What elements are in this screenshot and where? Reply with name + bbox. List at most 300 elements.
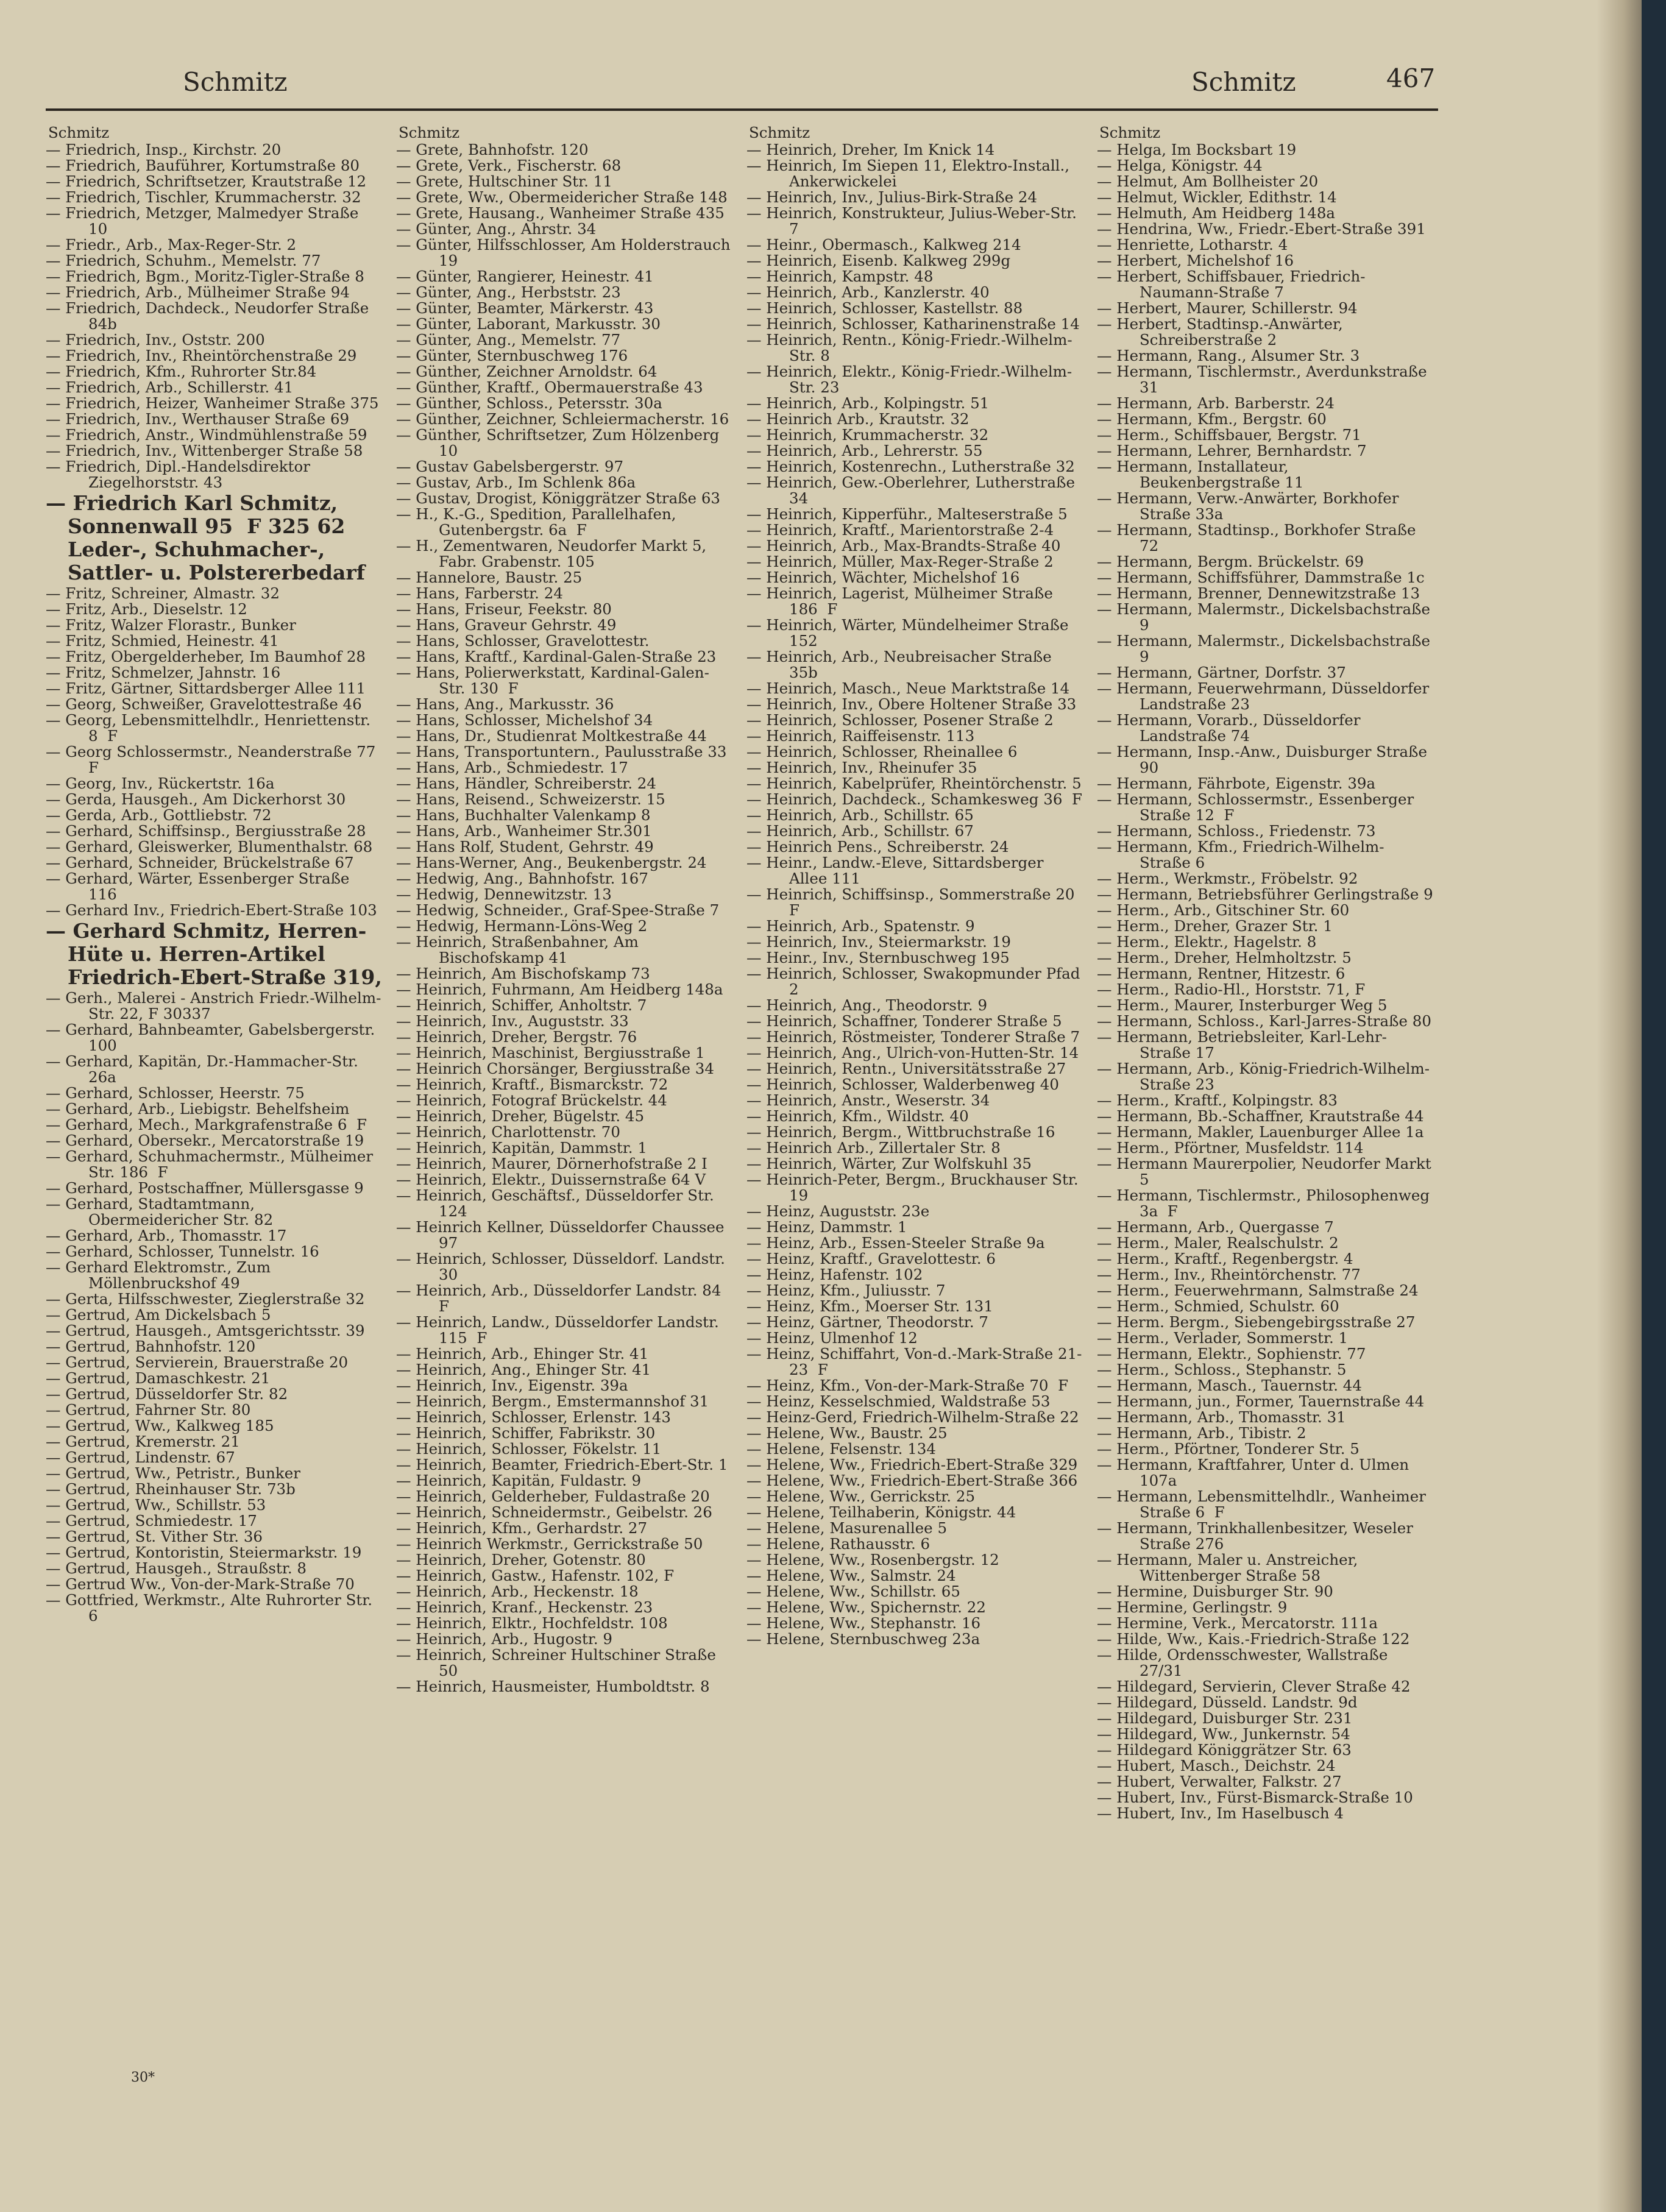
directory-entry: — Fritz, Gärtner, Sittardsberger Allee 111 (46, 679, 366, 697)
directory-entry: — Heinrich, Arb., Heckenstr. 18 (396, 1583, 639, 1600)
directory-entry: — Hans, Arb., Wanheimer Str.301 (396, 822, 652, 840)
directory-entry: — Hubert, Inv., Fürst-Bismarck-Straße 10 (1097, 1788, 1413, 1806)
directory-entry: — Gustav, Arb., Im Schlenk 86a (396, 473, 636, 491)
directory-entry: — Heinz, Schiffahrt, Von-d.-Mark-Straße 21-23 F (746, 1345, 1082, 1378)
directory-entry: — Hermann, Bergm. Brückelstr. 69 (1097, 553, 1364, 570)
directory-entry: — Heinrich, Schlosser, Erlenstr. 143 (396, 1408, 671, 1426)
directory-entry: — Heinrich, Ang., Theodorstr. 9 (746, 996, 988, 1014)
directory-entry: — Gerhard, Wärter, Essenberger Straße 116 (46, 870, 355, 903)
directory-entry: — Heinz, Ulmenhof 12 (746, 1329, 918, 1347)
directory-entry: — Hermann, Stadtinsp., Borkhofer Straße 72 (1097, 521, 1421, 555)
directory-entry: — Heinrich, Am Bischofskamp 73 (396, 965, 650, 982)
directory-entry: — Gerta, Hilfsschwester, Zieglerstraße 32 (46, 1290, 365, 1308)
running-head-right: Schmitz (1191, 67, 1296, 97)
directory-entry: — Gertrud, Düsseldorfer Str. 82 (46, 1385, 288, 1403)
directory-entry: — Hermann, Schiffsführer, Dammstraße 1c (1097, 569, 1425, 586)
directory-entry: — Gertrud, Fahrner Str. 80 (46, 1401, 251, 1419)
directory-entry: — Hermann, Schloss., Karl-Jarres-Straße 80 (1097, 1012, 1431, 1030)
directory-entry: — Hermann, Lebensmittelhdlr., Wanheimer Straße 6 F (1097, 1487, 1431, 1521)
directory-entry: — Heinrich, Straßenbahner, Am Bischofskamp 41 (396, 933, 643, 966)
directory-entry: — Hans, Dr., Studienrat Moltkestraße 44 (396, 727, 707, 745)
directory-entry: — Heinrich, Rentn., Universitätsstraße 27 (746, 1060, 1066, 1077)
directory-entry: — Hermann, Makler, Lauenburger Allee 1a (1097, 1123, 1424, 1141)
directory-entry: — Hermann, Rang., Alsumer Str. 3 (1097, 347, 1360, 364)
directory-entry: — Gertrud, Bahnhofstr. 120 (46, 1338, 256, 1355)
directory-entry: — Gertrud Ww., Von-der-Mark-Straße 70 (46, 1575, 355, 1593)
directory-entry: — Gertrud, Am Dickelsbach 5 (46, 1306, 271, 1324)
directory-entry: — Helga, Im Bocksbart 19 (1097, 141, 1297, 158)
directory-entry: — Hans, Schlosser, Gravelottestr. (396, 632, 650, 650)
directory-entry: — Herbert, Michelshof 16 (1097, 252, 1294, 269)
directory-entry: — Gerhard, Schiffsinsp., Bergiusstraße 28 (46, 822, 366, 840)
directory-entry: — Gustav, Drogist, Königgrätzer Straße 63 (396, 489, 721, 507)
directory-entry: — Grete, Hultschiner Str. 11 (396, 172, 612, 190)
directory-entry: — Herm., Kraftf., Kolpingstr. 83 (1097, 1091, 1338, 1109)
directory-entry: — Heinrich, Kfm., Wildstr. 40 (746, 1107, 969, 1125)
directory-entry: — Herm., Pförtner, Tonderer Str. 5 (1097, 1440, 1359, 1458)
directory-entry: — Hermann, Gärtner, Dorfstr. 37 (1097, 664, 1346, 681)
directory-entry: — Gertrud, Servierein, Brauerstraße 20 (46, 1353, 349, 1371)
directory-entry: — Gertrud, Lindenstr. 67 (46, 1448, 235, 1466)
directory-entry: — Hermann, Verw.-Anwärter, Borkhofer Straße 33a (1097, 489, 1404, 523)
directory-entry: — Gerda, Hausgeh., Am Dickerhorst 30 (46, 790, 346, 808)
signature-mark: 30* (131, 2070, 155, 2085)
directory-entry: — Heinrich, Dreher, Bügelstr. 45 (396, 1107, 645, 1125)
directory-entry: — Georg Schlossermstr., Neanderstraße 77 F (46, 743, 385, 776)
directory-entry: — Heinrich, Wärter, Mündelheimer Straße 152 (746, 616, 1074, 650)
directory-entry: — Gertrud, Hausgeh., Amtsgerichtsstr. 39 (46, 1322, 365, 1339)
directory-entry: — Herm., Dreher, Helmholtzstr. 5 (1097, 949, 1352, 966)
directory-entry: — Heinrich, Inv., Obere Holtener Straße 33 (746, 695, 1077, 713)
directory-entry: — Heinrich, Inv., Steiermarkstr. 19 (746, 933, 1011, 951)
directory-entry: — Gertrud, Kontoristin, Steiermarkstr. 19 (46, 1544, 362, 1561)
directory-entry: — Hermann, Kfm., Friedrich-Wilhelm-Straße 6 (1097, 838, 1384, 871)
directory-entry: — Hans, Schlosser, Michelshof 34 (396, 711, 653, 729)
directory-entry: — Gertrud, Damaschkestr. 21 (46, 1369, 271, 1387)
directory-entry: — Fritz, Arb., Dieselstr. 12 (46, 600, 247, 618)
directory-entry: — Hans, Farberstr. 24 (396, 584, 563, 602)
column-head: Schmitz (48, 124, 110, 141)
directory-entry: — Günther, Kraftf., Obermauerstraße 43 (396, 378, 703, 396)
directory-entry: — Friedrich, Inv., Wittenberger Straße 58 (46, 442, 363, 459)
directory-entry: — Heinrich, Fuhrmann, Am Heidberg 148a (396, 980, 723, 998)
directory-column-4 (1097, 124, 1436, 2087)
directory-entry: — Günther, Schloss., Petersstr. 30a (396, 394, 662, 412)
directory-entry: — Friedrich, Insp., Kirchstr. 20 (46, 141, 282, 158)
directory-entry: — Herm., Radio-Hl., Horststr. 71, F (1097, 980, 1366, 998)
directory-entry: — Hermann, Brenner, Dennewitzstraße 13 (1097, 584, 1420, 602)
directory-entry: — Heinrich, Arb., Kanzlerstr. 40 (746, 283, 990, 301)
directory-entry: — Grete, Ww., Obermeidericher Straße 148 (396, 188, 728, 206)
directory-entry: — Heinrich, Lagerist, Mülheimer Straße 186 F (746, 584, 1058, 618)
directory-entry: — Heinrich, Schiffsinsp., Sommerstraße 20 F (746, 885, 1085, 919)
directory-entry: — Hermine, Duisburger Str. 90 (1097, 1583, 1333, 1600)
directory-entry: — Günter, Ang., Ahrstr. 34 (396, 220, 597, 238)
directory-entry: — Heinrich, Kapitän, Fuldastr. 9 (396, 1472, 642, 1489)
directory-entry: — Heinrich, Arb., Neubreisacher Straße 35b (746, 648, 1057, 681)
directory-entry: — Heinrich-Peter, Bergm., Bruckhauser Str. 19 (746, 1171, 1083, 1204)
directory-entry: — Hedwig, Hermann-Löns-Weg 2 (396, 917, 648, 935)
directory-entry: — Heinrich, Schiffer, Anholtstr. 7 (396, 996, 647, 1014)
directory-entry: — Georg, Schweißer, Gravelottestraße 46 (46, 695, 362, 713)
directory-entry: — Hans Rolf, Student, Gehrstr. 49 (396, 838, 654, 856)
directory-entry: — Heinrich, Arb., Ehinger Str. 41 (396, 1345, 649, 1363)
directory-entry: — Heinrich, Gelderheber, Fuldastraße 20 (396, 1487, 710, 1505)
directory-entry: — Heinrich, Gastw., Hafenstr. 102, F (396, 1567, 675, 1584)
directory-entry: — Günter, Laborant, Markusstr. 30 (396, 315, 661, 333)
directory-entry: — Hannelore, Baustr. 25 (396, 569, 583, 586)
directory-entry: — Herm. Bergm., Siebengebirgsstraße 27 (1097, 1313, 1416, 1331)
directory-entry: — Gerhard, Schlosser, Tunnelstr. 16 (46, 1242, 319, 1260)
directory-entry: — Hermann, Insp.-Anw., Duisburger Straße 90 (1097, 743, 1432, 776)
directory-entry: — Heinrich, Dreher, Gotenstr. 80 (396, 1551, 646, 1569)
directory-entry: — Heinrich Arb., Zillertaler Str. 8 (746, 1139, 1001, 1157)
column-head: Schmitz (1099, 124, 1161, 141)
directory-entry: — Heinrich, Kipperführ., Malteserstraße 5 (746, 505, 1068, 523)
directory-entry: — Günter, Ang., Herbststr. 23 (396, 283, 621, 301)
directory-column-3 (746, 125, 1083, 2087)
directory-entry: — Friedrich, Schriftsetzer, Krautstraße 12 (46, 172, 367, 190)
directory-entry: — Hermann, Arb. Barberstr. 24 (1097, 394, 1335, 412)
directory-entry: — Heinr., Inv., Sternbuschweg 195 (746, 949, 1010, 966)
directory-entry: — Heinrich, Schaffner, Tonderer Straße 5 (746, 1012, 1062, 1030)
directory-entry: — Hermann, Malermstr., Dickelsbachstraße 9 (1097, 632, 1435, 665)
directory-entry: — Herm., Verlader, Sommerstr. 1 (1097, 1329, 1349, 1347)
directory-entry: — Heinrich, Inv., Auguststr. 33 (396, 1012, 629, 1030)
page-number: 467 (1386, 63, 1436, 93)
directory-entry: — Hermann Maurerpolier, Neudorfer Markt 5 (1097, 1155, 1436, 1188)
directory-entry: — Heinrich, Kampstr. 48 (746, 268, 934, 285)
header-rule (46, 108, 1438, 111)
directory-entry: — Friedrich, Inv., Werthauser Straße 69 (46, 410, 350, 428)
directory-entry: — Hermann, Rentner, Hitzestr. 6 (1097, 965, 1345, 982)
directory-entry: — Hermann, Lehrer, Bernhardstr. 7 (1097, 442, 1367, 459)
directory-entry: — Heinrich, Wächter, Michelshof 16 (746, 569, 1020, 586)
directory-entry: — Heinz, Arb., Essen-Steeler Straße 9a (746, 1234, 1045, 1252)
directory-entry: — Hermann, Trinkhallenbesitzer, Weseler Straße 276 (1097, 1519, 1418, 1553)
directory-entry: — Gertrud, St. Vither Str. 36 (46, 1528, 263, 1545)
directory-entry: — Heinrich, Wärter, Zur Wolfskuhl 35 (746, 1155, 1032, 1172)
directory-entry: — Heinz, Kraftf., Gravelottestr. 6 (746, 1250, 996, 1267)
directory-entry: — Günter, Ang., Memelstr. 77 (396, 331, 621, 349)
directory-entry: — Hubert, Masch., Deichstr. 24 (1097, 1757, 1336, 1774)
directory-entry: — Helene, Masurenallee 5 (746, 1519, 948, 1537)
directory-entry: — Gerhard, Arb., Thomasstr. 17 (46, 1227, 287, 1244)
directory-entry: — Heinrich, Schlosser, Kastellstr. 88 (746, 299, 1023, 317)
directory-entry: — Hans, Polierwerkstatt, Kardinal-Galen-Str. 130 F (396, 664, 709, 697)
directory-entry: — Friedrich, Arb., Schillerstr. 41 (46, 378, 294, 396)
directory-entry: — Heinrich, Anstr., Weserstr. 34 (746, 1091, 990, 1109)
directory-entry: — Herbert, Schiffsbauer, Friedrich-Naumann-Straße 7 (1097, 268, 1366, 301)
directory-entry: — Heinrich, Kraftf., Bismarckstr. 72 (396, 1076, 668, 1093)
directory-entry: — Heinz, Hafenstr. 102 (746, 1266, 923, 1283)
directory-entry: — Hans, Ang., Markusstr. 36 (396, 695, 614, 713)
directory-entry: — Hermann, Bb.-Schaffner, Krautstraße 44 (1097, 1107, 1424, 1125)
directory-entry: — Heinrich, Inv., Julius-Birk-Straße 24 (746, 188, 1038, 206)
directory-entry: — Hendrina, Ww., Friedr.-Ebert-Straße 391 (1097, 220, 1426, 238)
directory-entry: — Hermann, Masch., Tauernstr. 44 (1097, 1377, 1362, 1394)
directory-entry: — Hermann, jun., Former, Tauernstraße 44 (1097, 1392, 1425, 1410)
directory-entry: — Herm., Maurer, Insterburger Weg 5 (1097, 996, 1388, 1014)
directory-entry: — Heinrich, Charlottenstr. 70 (396, 1123, 620, 1141)
directory-entry: — H., K.-G., Spedition, Parallelhafen, Gutenbergstr. 6a F (396, 505, 681, 539)
directory-entry: — Heinrich, Arb., Schillstr. 65 (746, 806, 974, 824)
directory-entry: — Heinrich, Arb., Max-Brandts-Straße 40 (746, 537, 1061, 555)
directory-entry: — Günther, Schriftsetzer, Zum Hölzenberg 10 (396, 426, 725, 459)
directory-entry: — Helene, Ww., Spichernstr. 22 (746, 1598, 986, 1616)
directory-entry: — Heinrich, Im Siepen 11, Elektro-Install., Ankerwickelei (746, 157, 1074, 190)
directory-column-1 (46, 124, 385, 2087)
directory-entry: — Heinr., Landw.-Eleve, Sittardsberger Allee 111 (746, 854, 1049, 887)
directory-entry: — Hedwig, Ang., Bahnhofstr. 167 (396, 870, 648, 887)
directory-entry: — Herm., Maler, Realschulstr. 2 (1097, 1234, 1339, 1252)
directory-entry: — Friedrich, Schuhm., Memelstr. 77 (46, 252, 321, 269)
directory-entry: — Hedwig, Schneider., Graf-Spee-Straße 7 (396, 901, 720, 919)
directory-entry: — Hermine, Verk., Mercatorstr. 111a (1097, 1614, 1378, 1632)
directory-entry: — Heinrich, Arb., Schillstr. 67 (746, 822, 974, 840)
directory-entry: — Fritz, Walzer Florastr., Bunker (46, 616, 296, 634)
directory-entry: — Grete, Bahnhofstr. 120 (396, 141, 589, 158)
directory-column-2 (396, 124, 736, 2087)
directory-entry: — Gerhard Inv., Friedrich-Ebert-Straße 103 (46, 901, 377, 919)
directory-entry: — Hans, Händler, Schreiberstr. 24 (396, 775, 656, 792)
directory-entry: — Gustav Gabelsbergerstr. 97 (396, 458, 624, 475)
directory-entry: — Heinz, Kesselschmied, Waldstraße 53 (746, 1392, 1051, 1410)
directory-entry: — Hermann, Arb., Thomasstr. 31 (1097, 1408, 1346, 1426)
directory-entry: — Helene, Ww., Baustr. 25 (746, 1424, 948, 1442)
directory-entry: — Herm., Elektr., Hagelstr. 8 (1097, 933, 1317, 951)
directory-entry: — Hermann, Elektr., Sophienstr. 77 (1097, 1345, 1366, 1363)
directory-entry: — Heinrich, Elektr., Duissernstraße 64 V (396, 1171, 706, 1188)
directory-entry: — Herm., Inv., Rheintörchenstr. 77 (1097, 1266, 1361, 1283)
directory-entry: — Hubert, Verwalter, Falkstr. 27 (1097, 1773, 1342, 1790)
page-edge-shadow (1597, 0, 1642, 2212)
directory-entry: — Hermann, Installateur, Beukenbergstraße 11 (1097, 458, 1304, 491)
directory-entry: — Günther, Zeichner Arnoldstr. 64 (396, 363, 658, 380)
directory-entry: — Heinrich, Dreher, Bergstr. 76 (396, 1028, 637, 1046)
directory-entry: — Heinrich, Landw., Düsseldorfer Landstr. 115 F (396, 1313, 724, 1347)
directory-entry: — Heinrich, Schlosser, Walderbenweg 40 (746, 1076, 1059, 1093)
directory-entry: — Heinrich Kellner, Düsseldorfer Chaussee 97 (396, 1218, 729, 1252)
directory-entry: — Heinrich, Hausmeister, Humboldtstr. 8 (396, 1678, 710, 1695)
directory-entry: — Herm., Arb., Gitschiner Str. 60 (1097, 901, 1350, 919)
directory-entry: — Heinrich, Kapitän, Dammstr. 1 (396, 1139, 647, 1157)
directory-entry: — Hans, Friseur, Feekstr. 80 (396, 600, 612, 618)
directory-entry: — Hermann, Kfm., Bergstr. 60 (1097, 410, 1327, 428)
directory-entry: — Günter, Beamter, Märkerstr. 43 (396, 299, 654, 317)
directory-entry: — Fritz, Schmelzer, Jahnstr. 16 (46, 664, 281, 681)
directory-entry: — Gerhard, Mech., Markgrafenstraße 6 F (46, 1116, 367, 1133)
directory-entry: — Heinrich, Elektr., König-Friedr.-Wilhelm-Str. 23 (746, 363, 1072, 396)
directory-entry: — Fritz, Schreiner, Almastr. 32 (46, 584, 280, 602)
directory-entry: — Heinrich, Schlosser, Swakopmunder Pfad 2 (746, 965, 1085, 998)
directory-entry: — Gerhard, Kapitän, Dr.-Hammacher-Str. 26a (46, 1052, 363, 1086)
directory-entry: — Helene, Felsenstr. 134 (746, 1440, 936, 1458)
directory-entry: — Hermann, Malermstr., Dickelsbachstraße 9 (1097, 600, 1435, 634)
directory-entry: — Heinrich, Gew.-Oberlehrer, Lutherstraße 34 (746, 473, 1080, 507)
directory-entry: — Heinrich, Müller, Max-Reger-Straße 2 (746, 553, 1054, 570)
directory-entry: — Heinr., Obermasch., Kalkweg 214 (746, 236, 1021, 253)
directory-entry: — Hilde, Ordensschwester, Wallstraße 27/31 (1097, 1646, 1393, 1679)
directory-entry: — Friedrich, Metzger, Malmedyer Straße 10 (46, 204, 364, 238)
directory-entry: — Hildegard Königgrätzer Str. 63 (1097, 1741, 1352, 1759)
directory-entry: — Heinrich, Masch., Neue Marktstraße 14 (746, 679, 1070, 697)
directory-entry: — Gertrud, Ww., Kalkweg 185 (46, 1417, 274, 1434)
directory-entry-advert: — Gerhard Schmitz, Herren-Hüte u. Herren-Artikel Friedrich-Ebert-Straße 319, (46, 919, 382, 989)
directory-entry: — Günther, Zeichner, Schleiermacherstr. 16 (396, 410, 729, 428)
directory-entry: — Günter, Rangierer, Heinestr. 41 (396, 268, 654, 285)
directory-entry: — Heinrich, Schlosser, Rheinallee 6 (746, 743, 1018, 760)
directory-entry: — Hilde, Ww., Kais.-Friedrich-Straße 122 (1097, 1630, 1410, 1648)
directory-entry: — Herbert, Maurer, Schillerstr. 94 (1097, 299, 1358, 317)
directory-entry: — Gerhard, Gleiswerker, Blumenthalstr. 68 (46, 838, 373, 856)
directory-entry: — Helmut, Am Bollheister 20 (1097, 172, 1319, 190)
directory-entry: — Helmut, Wickler, Edithstr. 14 (1097, 188, 1337, 206)
directory-entry: — Friedrich, Heizer, Wanheimer Straße 375 (46, 394, 379, 412)
directory-entry: — Herm., Schiffsbauer, Bergstr. 71 (1097, 426, 1361, 444)
directory-entry: — Hubert, Inv., Im Haselbusch 4 (1097, 1804, 1344, 1822)
directory-entry: — Heinz, Kfm., Juliusstr. 7 (746, 1281, 946, 1299)
directory-entry: — Heinz, Kfm., Von-der-Mark-Straße 70 F (746, 1377, 1069, 1394)
directory-entry: — Gerhard, Stadtamtmann, Obermeidericher Str. 82 (46, 1195, 274, 1228)
directory-entry: — Hermann, Betriebsleiter, Karl-Lehr-Straße 17 (1097, 1028, 1387, 1062)
directory-entry: — Friedrich, Tischler, Krummacherstr. 32 (46, 188, 361, 206)
directory-entry: — Heinz, Kfm., Moerser Str. 131 (746, 1297, 993, 1315)
directory-entry: — Hermann, Arb., Quergasse 7 (1097, 1218, 1334, 1236)
directory-entry: — Helene, Ww., Stephanstr. 16 (746, 1614, 981, 1632)
directory-entry: — Georg, Lebensmittelhdlr., Henriettenstr. 8 F (46, 711, 375, 745)
directory-entry: — Helene, Ww., Friedrich-Ebert-Straße 329 (746, 1456, 1078, 1473)
directory-entry: — Gerhard, Arb., Liebigstr. Behelfsheim (46, 1100, 350, 1118)
directory-entry-advert: — Friedrich Karl Schmitz, Sonnenwall 95 F 325 62 Leder-, Schuhmacher-, Sattler- u. Polstererbedarf (46, 491, 365, 584)
directory-entry: — Helene, Ww., Schillstr. 65 (746, 1583, 960, 1600)
directory-entry: — Herm., Feuerwehrmann, Salmstraße 24 (1097, 1281, 1419, 1299)
directory-entry: — Friedrich, Bgm., Moritz-Tigler-Straße 8 (46, 268, 364, 285)
directory-entry: — Günter, Hilfsschlosser, Am Holderstrauch 19 (396, 236, 736, 269)
directory-entry: — Helene, Sternbuschweg 23a (746, 1630, 980, 1648)
directory-entry: — Heinz, Gärtner, Theodorstr. 7 (746, 1313, 988, 1331)
directory-entry: — Hildegard, Düsseld. Landstr. 9d (1097, 1693, 1358, 1711)
directory-entry: — Heinrich, Arb., Hugostr. 9 (396, 1630, 613, 1648)
directory-entry: — Günter, Sternbuschweg 176 (396, 347, 628, 364)
directory-entry: — Heinrich, Schlosser, Fökelstr. 11 (396, 1440, 662, 1458)
directory-entry: — Gerhard, Schlosser, Heerstr. 75 (46, 1084, 305, 1102)
directory-entry: — Helene, Teilhaberin, Königstr. 44 (746, 1503, 1016, 1521)
directory-entry: — Hildegard, Servierin, Clever Straße 42 (1097, 1678, 1411, 1695)
directory-entry: — Friedrich, Arb., Mülheimer Straße 94 (46, 283, 350, 301)
directory-entry: — Heinrich, Bergm., Emstermannshof 31 (396, 1392, 709, 1410)
directory-entry: — Gerda, Arb., Gottliebstr. 72 (46, 806, 272, 824)
directory-entry: — Heinrich, Ang., Ulrich-von-Hutten-Str. 14 (746, 1044, 1079, 1062)
directory-entry: — Hans, Arb., Schmiedestr. 17 (396, 759, 628, 776)
directory-entry: — Heinrich, Schneidermstr., Geibelstr. 26 (396, 1503, 712, 1521)
directory-entry: — Hans, Transportuntern., Paulusstraße 33 (396, 743, 727, 760)
directory-entry: — Herm., Schloss., Stephanstr. 5 (1097, 1361, 1347, 1378)
directory-entry: — H., Zementwaren, Neudorfer Markt 5, Fabr. Grabenstr. 105 (396, 537, 712, 570)
directory-entry: — Heinrich Pens., Schreiberstr. 24 (746, 838, 1009, 856)
directory-entry: — Gerhard Elektromstr., Zum Möllenbruckshof 49 (46, 1258, 275, 1292)
directory-entry: — Hans, Graveur Gehrstr. 49 (396, 616, 617, 634)
directory-entry: — Heinrich, Rentn., König-Friedr.-Wilhelm-Str. 8 (746, 331, 1072, 364)
directory-entry: — Gerhard, Schuhmachermstr., Mülheimer Str. 186 F (46, 1147, 378, 1181)
directory-entry: — Helene, Rathausstr. 6 (746, 1535, 930, 1553)
directory-entry: — Fritz, Schmied, Heinestr. 41 (46, 632, 279, 650)
directory-entry: — Gertrud, Ww., Schillstr. 53 (46, 1496, 266, 1514)
directory-entry: — Hermann, Schlossermstr., Essenberger Straße 12 F (1097, 790, 1419, 824)
directory-entry: — Grete, Verk., Fischerstr. 68 (396, 157, 622, 174)
book-spine (1642, 0, 1666, 2212)
directory-entry: — Hermann, Betriebsführer Gerlingstraße 9 (1097, 885, 1433, 903)
directory-entry: — Heinrich, Eisenb. Kalkweg 299g (746, 252, 1011, 269)
directory-entry: — Grete, Hausang., Wanheimer Straße 435 (396, 204, 725, 222)
directory-entry: — Heinrich, Arb., Kolpingstr. 51 (746, 394, 990, 412)
directory-entry: — Hermann, Arb., Tibistr. 2 (1097, 1424, 1306, 1442)
directory-entry: — Friedrich, Anstr., Windmühlenstraße 59 (46, 426, 367, 444)
directory-entry: — Heinrich, Schlosser, Düsseldorf. Landstr. 30 (396, 1250, 730, 1283)
directory-entry: — Gertrud, Schmiedestr. 17 (46, 1512, 257, 1530)
directory-entry: — Gerhard, Schneider, Brückelstraße 67 (46, 854, 354, 871)
directory-entry: — Hermann, Schloss., Friedenstr. 73 (1097, 822, 1376, 840)
directory-entry: — Helene, Ww., Friedrich-Ebert-Straße 366 (746, 1472, 1078, 1489)
directory-entry: — Heinrich, Kranf., Heckenstr. 23 (396, 1598, 653, 1616)
directory-entry: — Heinz-Gerd, Friedrich-Wilhelm-Straße 22 (746, 1408, 1079, 1426)
directory-entry: — Helga, Königstr. 44 (1097, 157, 1263, 174)
directory-entry: — Heinrich, Elktr., Hochfeldstr. 108 (396, 1614, 668, 1632)
directory-entry: — Heinrich, Fotograf Brückelstr. 44 (396, 1091, 667, 1109)
directory-entry: — Herbert, Stadtinsp.-Anwärter, Schreiberstraße 2 (1097, 315, 1348, 349)
directory-entry: — Herm., Kraftf., Regenbergstr. 4 (1097, 1250, 1353, 1267)
directory-entry: — Friedr., Arb., Max-Reger-Str. 2 (46, 236, 297, 253)
directory-entry: — Hans, Reisend., Schweizerstr. 15 (396, 790, 665, 808)
directory-entry: — Heinrich, Arb., Düsseldorfer Landstr. 84 F (396, 1281, 726, 1315)
directory-entry: — Heinrich, Inv., Eigenstr. 39a (396, 1377, 628, 1394)
directory-entry: — Heinrich, Kostenrechn., Lutherstraße 32 (746, 458, 1075, 475)
directory-entry: — Friedrich, Dachdeck., Neudorfer Straße 84b (46, 299, 374, 333)
directory-entry: — Hermine, Gerlingstr. 9 (1097, 1598, 1288, 1616)
directory-entry: — Heinrich, Maurer, Dörnerhofstraße 2 I (396, 1155, 707, 1172)
directory-entry: — Hermann, Tischlermstr., Averdunkstraße 31 (1097, 363, 1432, 396)
directory-entry: — Heinrich, Kraftf., Marientorstraße 2-4 (746, 521, 1054, 539)
directory-entry: — Heinrich Arb., Krautstr. 32 (746, 410, 969, 428)
directory-entry: — Georg, Inv., Rückertstr. 16a (46, 775, 275, 792)
directory-entry: — Heinrich, Raiffeisenstr. 113 (746, 727, 975, 745)
directory-entry: — Gerhard, Postschaffner, Müllersgasse 9 (46, 1179, 364, 1197)
directory-entry: — Friedrich, Inv., Rheintörchenstraße 29 (46, 347, 357, 364)
directory-entry: — Heinrich, Dachdeck., Schamkesweg 36 F (746, 790, 1082, 808)
column-head: Schmitz (749, 124, 810, 141)
directory-entry: — Helmuth, Am Heidberg 148a (1097, 204, 1336, 222)
directory-entry: — Hans-Werner, Ang., Beukenbergstr. 24 (396, 854, 707, 871)
directory-entry: — Heinrich, Schlosser, Posener Straße 2 (746, 711, 1054, 729)
directory-entry: — Friedrich, Bauführer, Kortumstraße 80 (46, 157, 360, 174)
directory-entry: — Heinz, Dammstr. 1 (746, 1218, 907, 1236)
directory-entry: — Helene, Ww., Salmstr. 24 (746, 1567, 956, 1584)
directory-entry: — Heinz, Auguststr. 23e (746, 1202, 930, 1220)
directory-entry: — Heinrich, Röstmeister, Tonderer Straße 7 (746, 1028, 1080, 1046)
directory-entry: — Heinrich, Beamter, Friedrich-Ebert-Str. 1 (396, 1456, 728, 1473)
directory-entry: — Gertrud, Ww., Petristr., Bunker (46, 1464, 300, 1482)
column-head: Schmitz (399, 124, 460, 141)
directory-entry: — Heinrich, Kfm., Gerhardstr. 27 (396, 1519, 648, 1537)
directory-entry: — Heinrich, Konstrukteur, Julius-Weber-Str. 7 (746, 204, 1082, 238)
directory-entry: — Herm., Werkmstr., Fröbelstr. 92 (1097, 870, 1358, 887)
directory-entry: — Henriette, Lotharstr. 4 (1097, 236, 1288, 253)
directory-entry: — Helene, Ww., Gerrickstr. 25 (746, 1487, 976, 1505)
directory-entry: — Hans, Buchhalter Valenkamp 8 (396, 806, 651, 824)
directory-entry: — Gerh., Malerei - Anstrich Friedr.-Wilhelm-Str. 22, F 30337 (46, 989, 381, 1023)
directory-entry: — Hermann, Vorarb., Düsseldorfer Landstraße 74 (1097, 711, 1366, 745)
directory-entry: — Hermann, Maler u. Anstreicher, Wittenberger Straße 58 (1097, 1551, 1363, 1584)
